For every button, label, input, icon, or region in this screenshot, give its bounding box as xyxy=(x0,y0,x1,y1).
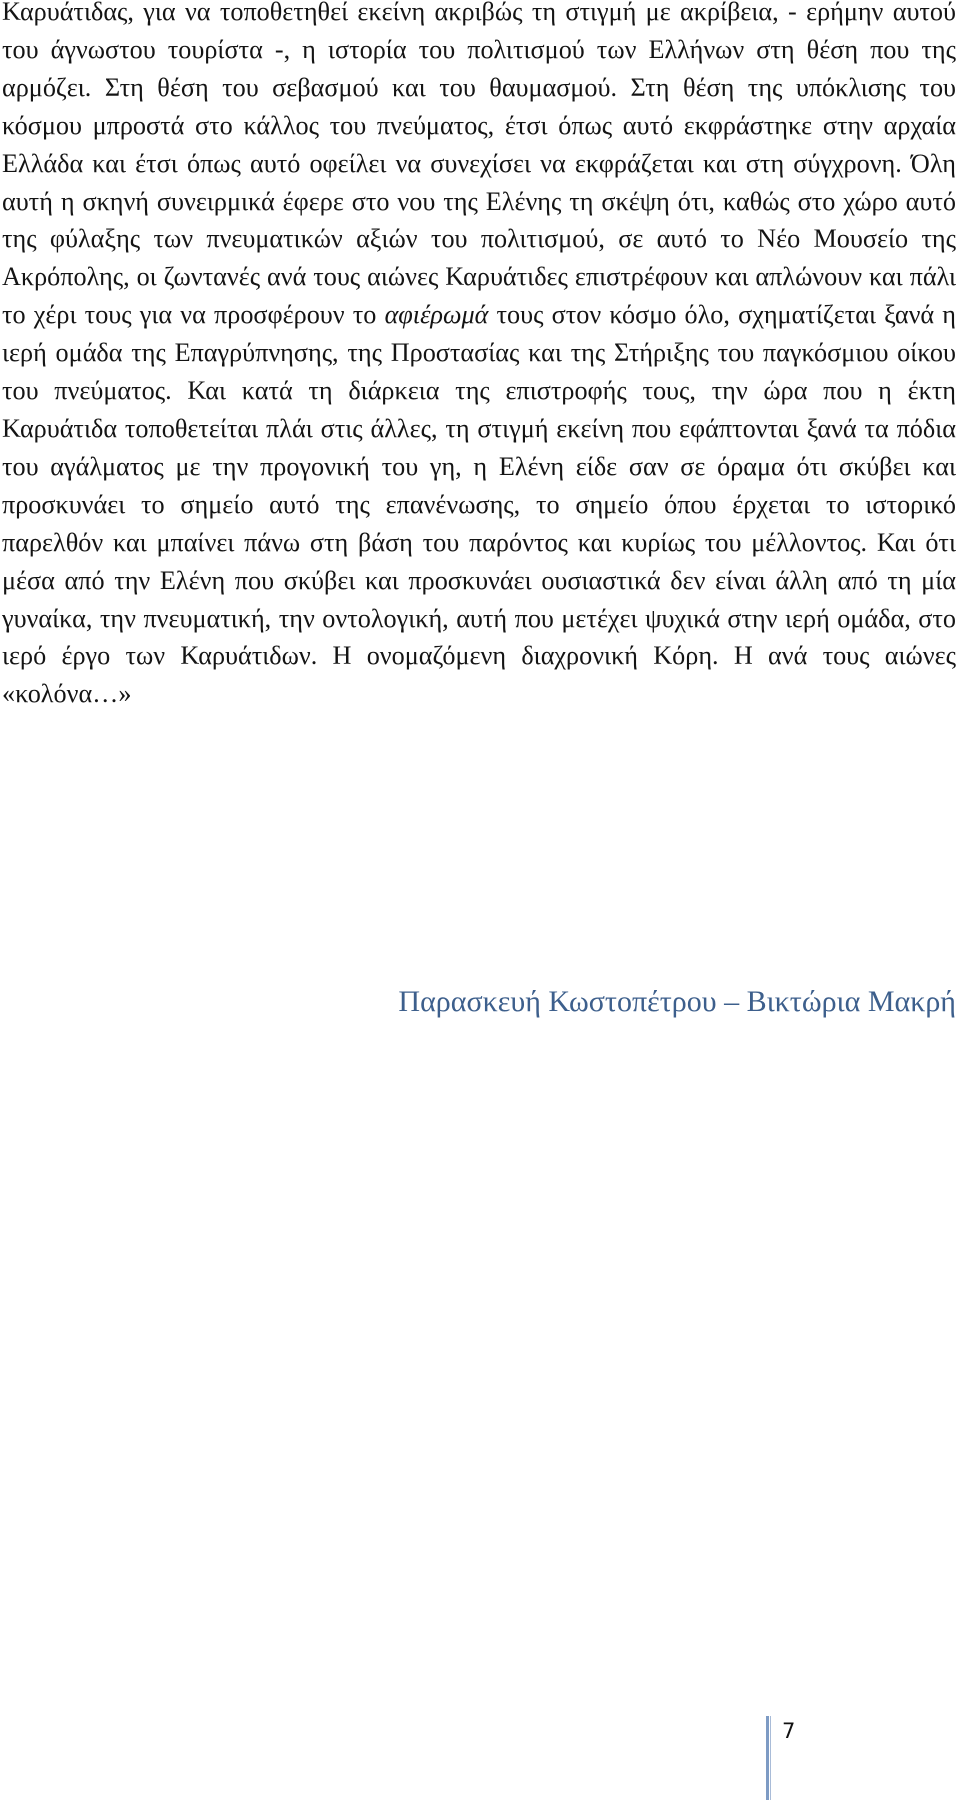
footer-rule-bar xyxy=(766,1716,769,1800)
emphasized-word: αφιέρωμά xyxy=(384,300,489,330)
page-number: 7 xyxy=(782,1719,796,1743)
author-signature: Παρασκευή Κωστοπέτρου – Βικτώρια Μακρή xyxy=(398,985,956,1018)
body-text-part-2: τους στον κόσμο όλο, σχηματίζεται ξανά η ιερή ομάδα της Επαγρύπνησης, της Προστασίας και της Στήριξης του παγκόσμιου οίκου του πνεύματος. Και κατά τη διάρκεια της επιστροφής τους, την ώρα που η έκτη Καρυάτιδα τοποθετείται πλάι στις άλλες, τη στιγμή εκείνη που εφάπτονται ξανά τα πόδια του αγάλματος με την προγονική του γη, η Ελένη είδε σαν σε όραμα ότι σκύβει και προσκυνάει το σημείο αυτό της επανένωσης, το σημείο όπου έρχεται το ιστορικό παρελθόν και μπαίνει πάνω στη βάση του παρόντος και κυρίως του μέλλοντος. Και ότι μέσα από την Ελένη που σκύβει και προσκυνάει ουσιαστικά δεν είναι άλλη από τη μία γυναίκα, την πνευματική, την οντολογική, αυτή που μετέχει ψυχικά στην ιερή ομάδα, στο ιερό έργο των Καρυάτιδων. Η ονομαζόμενη διαχρονική Κόρη. Η ανά τους αιώνες «κολόνα…» xyxy=(2,300,956,709)
body-paragraph xyxy=(2,0,956,713)
footer-divider xyxy=(766,1716,771,1800)
body-text-part-1: Καρυάτιδας, για να τοποθετηθεί εκείνη ακριβώς τη στιγμή με ακρίβεια, - ερήμην αυτού του άγνωστου τουρίστα -, η ιστορία του πολιτισμού των Ελλήνων στη θέση που της αρμόζει. Στη θέση του σεβασμού και του θαυμασμού. Στη θέση της υπόκλισης του κόσμου μπροστά στο κάλλος του πνεύματος, έτσι όπως αυτό εκφράστηκε στην αρχαία Ελλάδα και έτσι όπως αυτό οφείλει να συνεχίσει να εκφράζεται και στη σύγχρονη. Όλη αυτή η σκηνή συνειρμικά έφερε στο νου της Ελένης τη σκέψη ότι, καθώς στο χώρο αυτό της φύλαξης των πνευματικών αξιών του πολιτισμού, σε αυτό το Νέο Μουσείο της Ακρόπολης, οι ζωντανές ανά τους αιώνες Καρυάτιδες επιστρέφουν και απλώνουν και πάλι το χέρι τους για να προσφέρουν το xyxy=(2,0,956,330)
footer-rule-bar-thin xyxy=(770,1716,771,1800)
